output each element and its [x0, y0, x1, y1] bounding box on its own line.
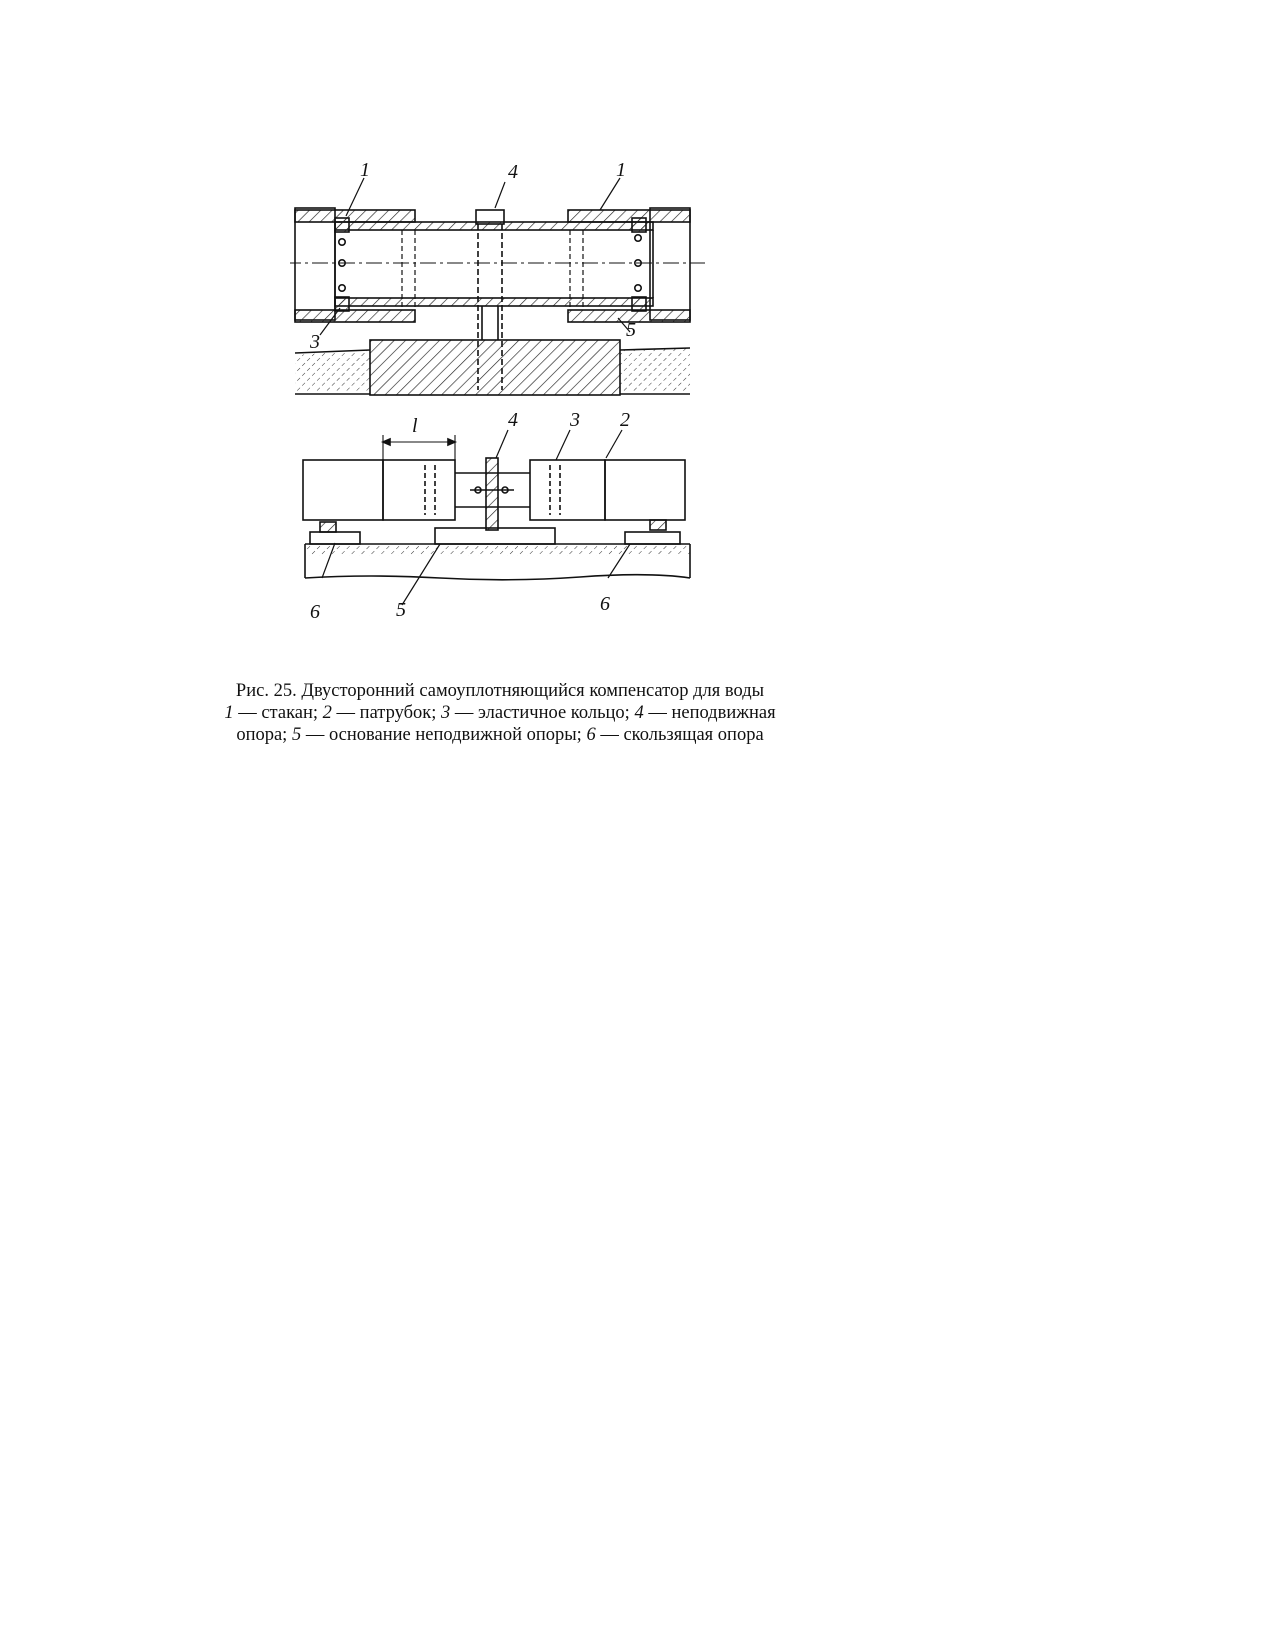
fixed-support-foundation [370, 340, 620, 395]
legend-num-1: 1 [224, 703, 234, 723]
left-cup-top [295, 210, 415, 222]
caption-title: Рис. 25. Двусторонний самоуплотняющийся компенсатор для воды [235, 681, 765, 701]
legend-num-6: 6 [586, 725, 596, 745]
label-l: l [412, 415, 418, 437]
legend-num-4: 4 [634, 703, 644, 723]
left-cup-side [383, 460, 455, 520]
legend-text-2: — патрубок; [331, 703, 442, 723]
branch-pipe-bottom [335, 298, 653, 306]
label-6-left: 6 [310, 601, 320, 623]
legend-text-6: — скользящая опора [595, 725, 764, 745]
elastic-ring [335, 218, 349, 232]
right-cup-top [568, 210, 690, 222]
caption-legend-line-1 [160, 702, 840, 724]
elastic-ring [632, 218, 646, 232]
right-pipe [650, 208, 690, 320]
label-5-bottom: 5 [396, 599, 406, 621]
sliding-support-roller [650, 520, 666, 530]
technical-drawing [290, 150, 720, 650]
label-4-top: 4 [508, 161, 518, 183]
label-3-bottom: 3 [570, 409, 580, 431]
caption-legend-line-2 [160, 724, 840, 746]
right-pipe-side [605, 460, 685, 520]
legend-text-3: — эластичное кольцо; [450, 703, 635, 723]
fixed-support-plate [486, 458, 498, 530]
plan-view [290, 178, 705, 395]
left-cup-bottom [295, 310, 415, 322]
elastic-ring [335, 297, 349, 311]
label-3-top: 3 [310, 331, 320, 353]
legend-text-1: — стакан; [233, 703, 323, 723]
elastic-ring [632, 297, 646, 311]
label-5-top: 5 [626, 319, 636, 341]
legend-num-5: 5 [291, 725, 302, 745]
label-2-bottom: 2 [620, 409, 630, 431]
sliding-support-right [625, 532, 680, 544]
legend-num-2: 2 [322, 703, 332, 723]
right-cup-side [530, 460, 605, 520]
legend-text-5: — основание неподвижной опоры; [301, 725, 587, 745]
legend-num-3: 3 [441, 703, 451, 723]
label-6-right: 6 [600, 593, 610, 615]
label-4-bottom: 4 [508, 409, 518, 431]
elevation-view [303, 430, 690, 605]
sliding-support-roller [320, 522, 336, 532]
left-pipe-side [303, 460, 383, 520]
left-pipe [295, 208, 335, 320]
legend-text-4b: опора; [236, 725, 292, 745]
sliding-support-left [310, 532, 360, 544]
branch-pipe-top [335, 222, 653, 230]
label-1-left: 1 [360, 159, 370, 181]
label-1-right: 1 [616, 159, 626, 181]
figure-caption [160, 680, 840, 746]
legend-text-4: — неподвижная [643, 703, 776, 723]
compensator-drawing [290, 150, 720, 650]
